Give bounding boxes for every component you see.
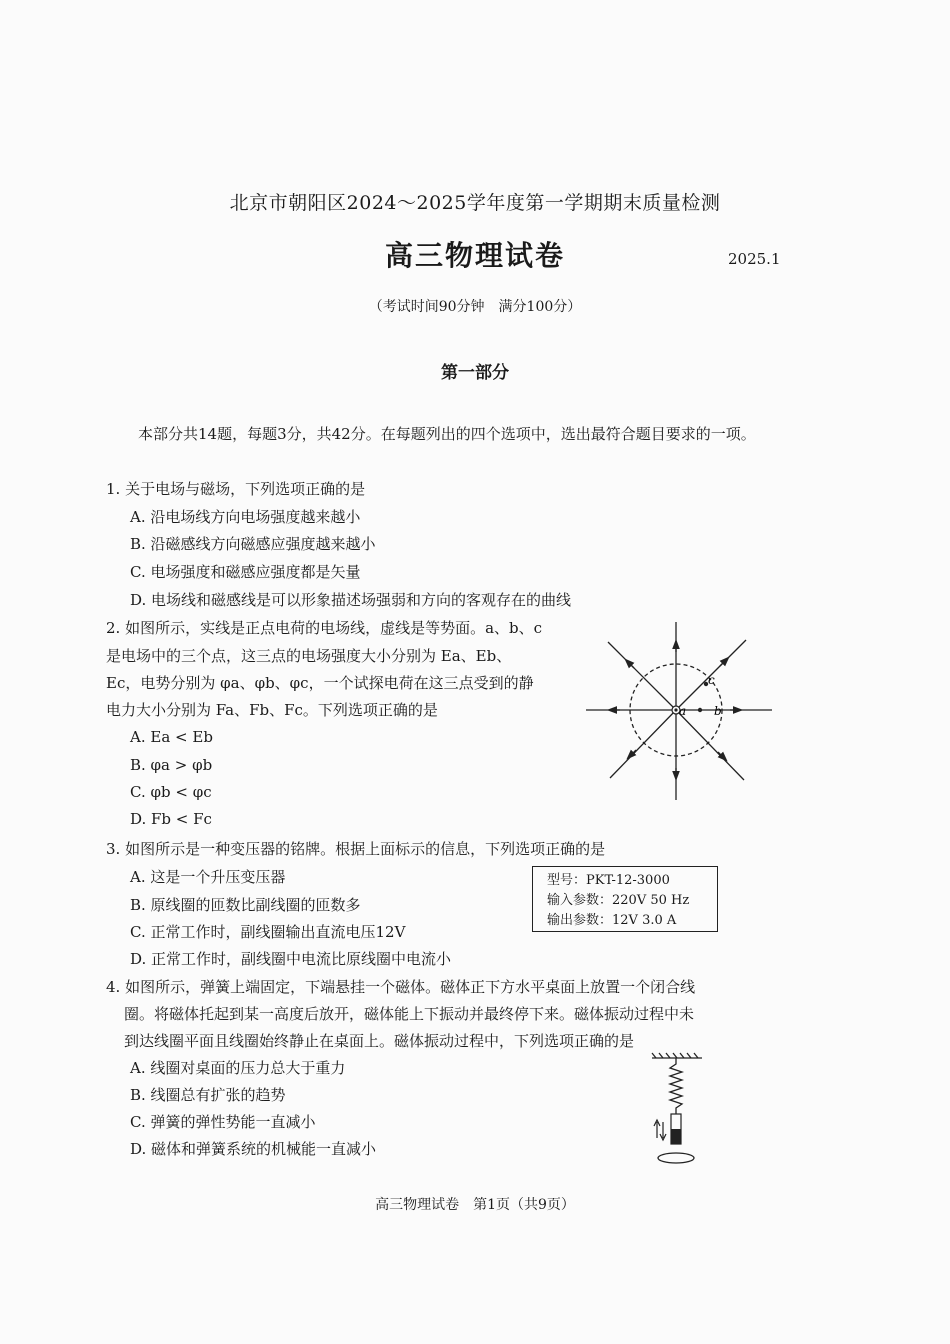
spring-magnet-figure xyxy=(640,1050,710,1170)
question-4-option-c: C. 弹簧的弹性势能一直减小 xyxy=(130,1113,316,1131)
question-3-option-d: D. 正常工作时，副线圈中电流比原线圈中电流小 xyxy=(130,950,452,968)
question-2-stem-line-3: Ec，电势分别为 φa、φb、φc，一个试探电荷在这三点受到的静 xyxy=(106,674,534,692)
question-3-option-b: B. 原线圈的匝数比副线圈的匝数多 xyxy=(130,896,361,914)
question-2-option-a: A. Ea < Eb xyxy=(130,728,213,746)
exam-date: 2025.1 xyxy=(728,250,781,268)
question-3-option-c: C. 正常工作时，副线圈输出直流电压12V xyxy=(130,923,406,941)
part-instruction: 本部分共14题，每题3分，共42分。在每题列出的四个选项中，选出最符合题目要求的一项。 xyxy=(138,425,756,443)
field-line-downright xyxy=(676,710,744,780)
question-1-option-b: B. 沿磁感线方向磁感应强度越来越小 xyxy=(130,535,376,553)
label-c: c xyxy=(708,673,715,687)
question-1-option-c: C. 电场强度和磁感应强度都是矢量 xyxy=(130,563,361,581)
question-4-stem-line-2: 圈。将磁体托起到某一高度后放开，磁体能上下振动并最终停下来。磁体振动过程中未 xyxy=(124,1005,695,1023)
nameplate-output: 输出参数：12V 3.0 A xyxy=(547,913,677,928)
nameplate-model: 型号：PKT-12-3000 xyxy=(547,873,670,888)
question-2-option-d: D. Fb < Fc xyxy=(130,810,212,828)
question-4-option-a: A. 线圈对桌面的压力总大于重力 xyxy=(130,1059,346,1077)
field-line-downleft xyxy=(610,710,676,778)
question-2-option-c: C. φb < φc xyxy=(130,783,212,801)
question-1-stem: 1. 关于电场与磁场，下列选项正确的是 xyxy=(106,480,366,498)
question-4-stem-line-3: 到达线圈平面且线圈始终静止在桌面上。磁体振动过程中，下列选项正确的是 xyxy=(124,1032,635,1050)
coil xyxy=(658,1153,694,1163)
question-1-option-a: A. 沿电场线方向电场强度越来越小 xyxy=(130,508,361,526)
label-a: a xyxy=(679,704,687,718)
exam-duration: （考试时间90分钟 满分100分） xyxy=(368,299,582,315)
question-2-stem-line-4: 电力大小分别为 Fa、Fb、Fc。下列选项正确的是 xyxy=(106,701,438,719)
transformer-nameplate xyxy=(532,866,718,932)
question-4-option-b: B. 线圈总有扩张的趋势 xyxy=(130,1086,286,1104)
field-line-upleft xyxy=(608,642,676,710)
question-3-stem: 3. 如图所示是一种变压器的铭牌。根据上面标示的信息，下列选项正确的是 xyxy=(106,840,606,858)
label-b: b xyxy=(714,704,722,718)
page-title: 高三物理试卷 xyxy=(384,239,565,272)
part-heading: 第一部分 xyxy=(441,363,509,383)
question-3-option-a: A. 这是一个升压变压器 xyxy=(130,868,286,886)
question-4-option-d: D. 磁体和弹簧系统的机械能一直减小 xyxy=(130,1140,377,1158)
exam-header-line: 北京市朝阳区2024～2025学年度第一学期期末质量检测 xyxy=(229,192,721,214)
spring xyxy=(670,1058,682,1114)
field-line-figure xyxy=(580,612,780,812)
nameplate-input: 输入参数：220V 50 Hz xyxy=(547,893,690,908)
question-1-option-d: D. 电场线和磁感线是可以形象描述场强弱和方向的客观存在的曲线 xyxy=(130,591,572,609)
page-footer: 高三物理试卷 第1页（共9页） xyxy=(375,1197,575,1213)
question-2-stem-line-2: 是电场中的三个点，这三点的电场强度大小分别为 Ea、Eb、 xyxy=(106,647,512,665)
question-4-stem-line-1: 4. 如图所示，弹簧上端固定，下端悬挂一个磁体。磁体正下方水平桌面上放置一个闭合线 xyxy=(106,978,696,996)
question-2-option-b: B. φa > φb xyxy=(130,756,213,774)
question-2-stem-line-1: 2. 如图所示，实线是正点电荷的电场线，虚线是等势面。a、b、c xyxy=(106,619,543,637)
